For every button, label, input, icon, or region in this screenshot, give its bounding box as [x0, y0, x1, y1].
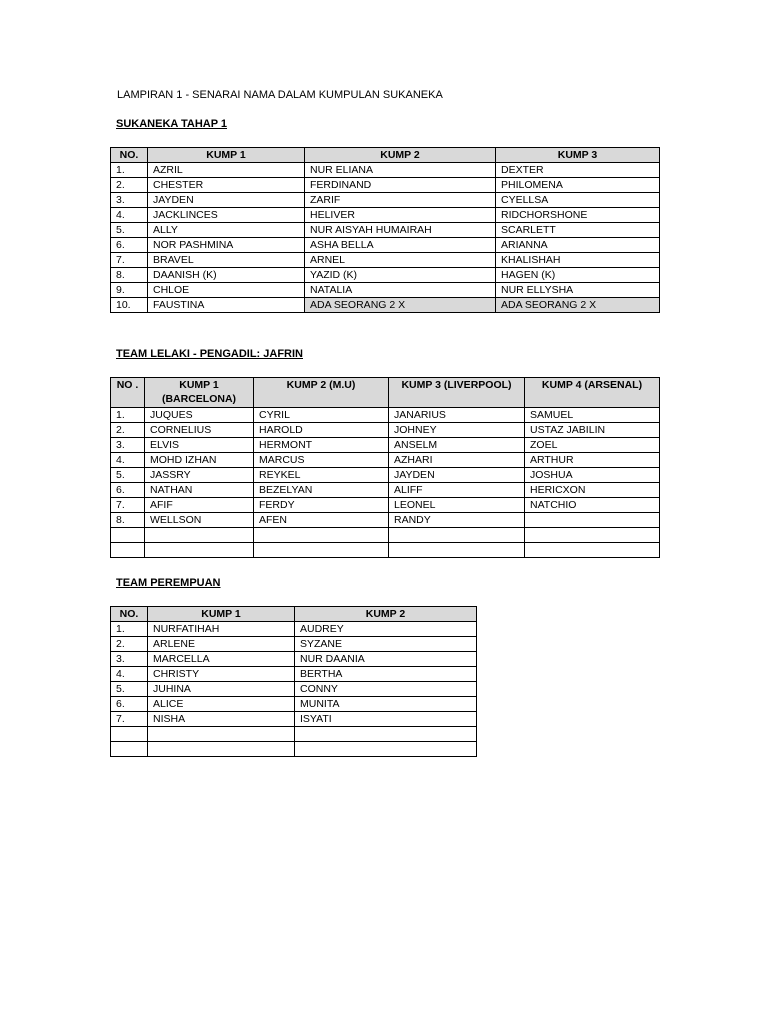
name-cell: USTAZ JABILIN — [525, 423, 660, 438]
name-cell — [148, 727, 295, 742]
section1-heading: SUKANEKA TAHAP 1 — [116, 118, 228, 130]
row-number-cell: 4. — [111, 208, 148, 223]
row-number-cell: 5. — [111, 223, 148, 238]
table-row — [111, 438, 660, 453]
name-cell: PHILOMENA — [496, 178, 660, 193]
row-number-cell: 2. — [111, 178, 148, 193]
col-header-kump4: KUMP 4 (ARSENAL) — [525, 378, 660, 408]
name-cell: JOSHUA — [525, 468, 660, 483]
name-cell: JACKLINCES — [148, 208, 305, 223]
col-header-kump1: KUMP 1 (BARCELONA) — [145, 378, 254, 408]
table-row — [111, 712, 477, 727]
name-cell: SYZANE — [295, 637, 477, 652]
name-cell: ADA SEORANG 2 X — [496, 298, 660, 313]
name-cell: DAANISH (K) — [148, 268, 305, 283]
table-row — [111, 163, 660, 178]
row-number-cell — [111, 727, 148, 742]
table-row — [111, 498, 660, 513]
name-cell: ELVIS — [145, 438, 254, 453]
col-header-kump1: KUMP 1 — [148, 148, 305, 163]
name-cell: SCARLETT — [496, 223, 660, 238]
name-cell: NUR DAANIA — [295, 652, 477, 667]
name-cell: CORNELIUS — [145, 423, 254, 438]
name-cell — [525, 543, 660, 558]
name-cell — [254, 543, 389, 558]
col-header-kump2: KUMP 2 — [305, 148, 496, 163]
name-cell: ASHA BELLA — [305, 238, 496, 253]
name-cell: ZOEL — [525, 438, 660, 453]
name-cell: NUR AISYAH HUMAIRAH — [305, 223, 496, 238]
table-row — [111, 727, 477, 742]
name-cell: ISYATI — [295, 712, 477, 727]
row-number-cell — [111, 543, 145, 558]
name-cell: MUNITA — [295, 697, 477, 712]
table-row — [111, 528, 660, 543]
row-number-cell: 9. — [111, 283, 148, 298]
col-header-kump2: KUMP 2 — [295, 607, 477, 622]
name-cell: ZARIF — [305, 193, 496, 208]
name-cell: JUQUES — [145, 408, 254, 423]
name-cell: CYELLSA — [496, 193, 660, 208]
row-number-cell: 1. — [111, 408, 145, 423]
name-cell: NOR PASHMINA — [148, 238, 305, 253]
name-cell — [148, 742, 295, 757]
name-cell: RIDCHORSHONE — [496, 208, 660, 223]
name-cell: REYKEL — [254, 468, 389, 483]
team-perempuan-table — [110, 606, 477, 757]
name-cell: FERDY — [254, 498, 389, 513]
name-cell: JAYDEN — [148, 193, 305, 208]
name-cell: RANDY — [389, 513, 525, 528]
name-cell: HAROLD — [254, 423, 389, 438]
name-cell: MARCUS — [254, 453, 389, 468]
name-cell: JOHNEY — [389, 423, 525, 438]
row-number-cell: 6. — [111, 483, 145, 498]
row-number-cell: 3. — [111, 652, 148, 667]
name-cell: NUR ELIANA — [305, 163, 496, 178]
row-number-cell: 4. — [111, 453, 145, 468]
name-cell: NATHAN — [145, 483, 254, 498]
name-cell: AUDREY — [295, 622, 477, 637]
team-lelaki-table — [110, 377, 660, 558]
name-cell: FERDINAND — [305, 178, 496, 193]
name-cell: YAZID (K) — [305, 268, 496, 283]
table-row — [111, 253, 660, 268]
name-cell: NISHA — [148, 712, 295, 727]
name-cell: ALIFF — [389, 483, 525, 498]
name-cell — [145, 543, 254, 558]
name-cell: WELLSON — [145, 513, 254, 528]
table-row — [111, 697, 477, 712]
name-cell: JASSRY — [145, 468, 254, 483]
name-cell: AFIF — [145, 498, 254, 513]
name-cell: ARTHUR — [525, 453, 660, 468]
name-cell — [389, 528, 525, 543]
name-cell: MOHD IZHAN — [145, 453, 254, 468]
row-number-cell: 2. — [111, 423, 145, 438]
name-cell: NATALIA — [305, 283, 496, 298]
name-cell: BERTHA — [295, 667, 477, 682]
name-cell: AZHARI — [389, 453, 525, 468]
row-number-cell: 4. — [111, 667, 148, 682]
name-cell: HERICXON — [525, 483, 660, 498]
table-row — [111, 637, 477, 652]
col-header-kump1: KUMP 1 — [148, 607, 295, 622]
name-cell: HERMONT — [254, 438, 389, 453]
table-row — [111, 238, 660, 253]
name-cell: NUR ELLYSHA — [496, 283, 660, 298]
name-cell: HAGEN (K) — [496, 268, 660, 283]
name-cell: NURFATIHAH — [148, 622, 295, 637]
name-cell: CYRIL — [254, 408, 389, 423]
document-title: LAMPIRAN 1 - SENARAI NAMA DALAM KUMPULAN SUKANEKA — [117, 89, 443, 101]
name-cell: ARLENE — [148, 637, 295, 652]
table-header-row — [111, 148, 660, 163]
name-cell — [525, 528, 660, 543]
name-cell: ARNEL — [305, 253, 496, 268]
table-row — [111, 193, 660, 208]
col-header-kump3: KUMP 3 (LIVERPOOL) — [389, 378, 525, 408]
name-cell: CHRISTY — [148, 667, 295, 682]
name-cell: ANSELM — [389, 438, 525, 453]
col-header-no: NO. — [111, 607, 148, 622]
col-header-kump3: KUMP 3 — [496, 148, 660, 163]
row-number-cell: 5. — [111, 468, 145, 483]
row-number-cell — [111, 528, 145, 543]
row-number-cell: 1. — [111, 163, 148, 178]
table-row — [111, 742, 477, 757]
name-cell: FAUSTINA — [148, 298, 305, 313]
name-cell: CONNY — [295, 682, 477, 697]
row-number-cell — [111, 742, 148, 757]
name-cell: KHALISHAH — [496, 253, 660, 268]
name-cell: ADA SEORANG 2 X — [305, 298, 496, 313]
name-cell: BEZELYAN — [254, 483, 389, 498]
table-row — [111, 468, 660, 483]
table-row — [111, 453, 660, 468]
table-row — [111, 223, 660, 238]
name-cell: ARIANNA — [496, 238, 660, 253]
name-cell: AZRIL — [148, 163, 305, 178]
col-header-kump2: KUMP 2 (M.U) — [254, 378, 389, 408]
row-number-cell: 5. — [111, 682, 148, 697]
name-cell: JANARIUS — [389, 408, 525, 423]
name-cell — [295, 742, 477, 757]
table-row — [111, 408, 660, 423]
col-header-no: NO. — [111, 148, 148, 163]
row-number-cell: 8. — [111, 513, 145, 528]
table-row — [111, 513, 660, 528]
table-row — [111, 423, 660, 438]
name-cell: NATCHIO — [525, 498, 660, 513]
table-row — [111, 622, 477, 637]
row-number-cell: 7. — [111, 712, 148, 727]
name-cell: BRAVEL — [148, 253, 305, 268]
row-number-cell: 1. — [111, 622, 148, 637]
name-cell: ALICE — [148, 697, 295, 712]
row-number-cell: 8. — [111, 268, 148, 283]
table-row — [111, 208, 660, 223]
name-cell: LEONEL — [389, 498, 525, 513]
name-cell: CHESTER — [148, 178, 305, 193]
row-number-cell: 6. — [111, 697, 148, 712]
table-header-row — [111, 607, 477, 622]
name-cell: HELIVER — [305, 208, 496, 223]
name-cell: ALLY — [148, 223, 305, 238]
table-row — [111, 268, 660, 283]
table-row — [111, 298, 660, 313]
name-cell: JAYDEN — [389, 468, 525, 483]
name-cell: JUHINA — [148, 682, 295, 697]
name-cell — [254, 528, 389, 543]
name-cell: MARCELLA — [148, 652, 295, 667]
table-row — [111, 178, 660, 193]
row-number-cell: 3. — [111, 193, 148, 208]
row-number-cell: 7. — [111, 498, 145, 513]
row-number-cell: 2. — [111, 637, 148, 652]
name-cell: SAMUEL — [525, 408, 660, 423]
name-cell — [389, 543, 525, 558]
name-cell: CHLOE — [148, 283, 305, 298]
table-row — [111, 543, 660, 558]
table-row — [111, 667, 477, 682]
section2-heading: TEAM LELAKI - PENGADIL: JAFRIN — [116, 348, 303, 360]
section3-heading: TEAM PEREMPUAN — [116, 577, 221, 589]
col-header-no: NO . — [111, 378, 145, 408]
table-row — [111, 652, 477, 667]
table-row — [111, 483, 660, 498]
table-row — [111, 682, 477, 697]
name-cell — [145, 528, 254, 543]
row-number-cell: 10. — [111, 298, 148, 313]
table-row — [111, 283, 660, 298]
name-cell: AFEN — [254, 513, 389, 528]
row-number-cell: 3. — [111, 438, 145, 453]
name-cell — [295, 727, 477, 742]
row-number-cell: 7. — [111, 253, 148, 268]
name-cell — [525, 513, 660, 528]
row-number-cell: 6. — [111, 238, 148, 253]
table-header-row — [111, 378, 660, 408]
name-cell: DEXTER — [496, 163, 660, 178]
sukaneka-table — [110, 147, 660, 313]
